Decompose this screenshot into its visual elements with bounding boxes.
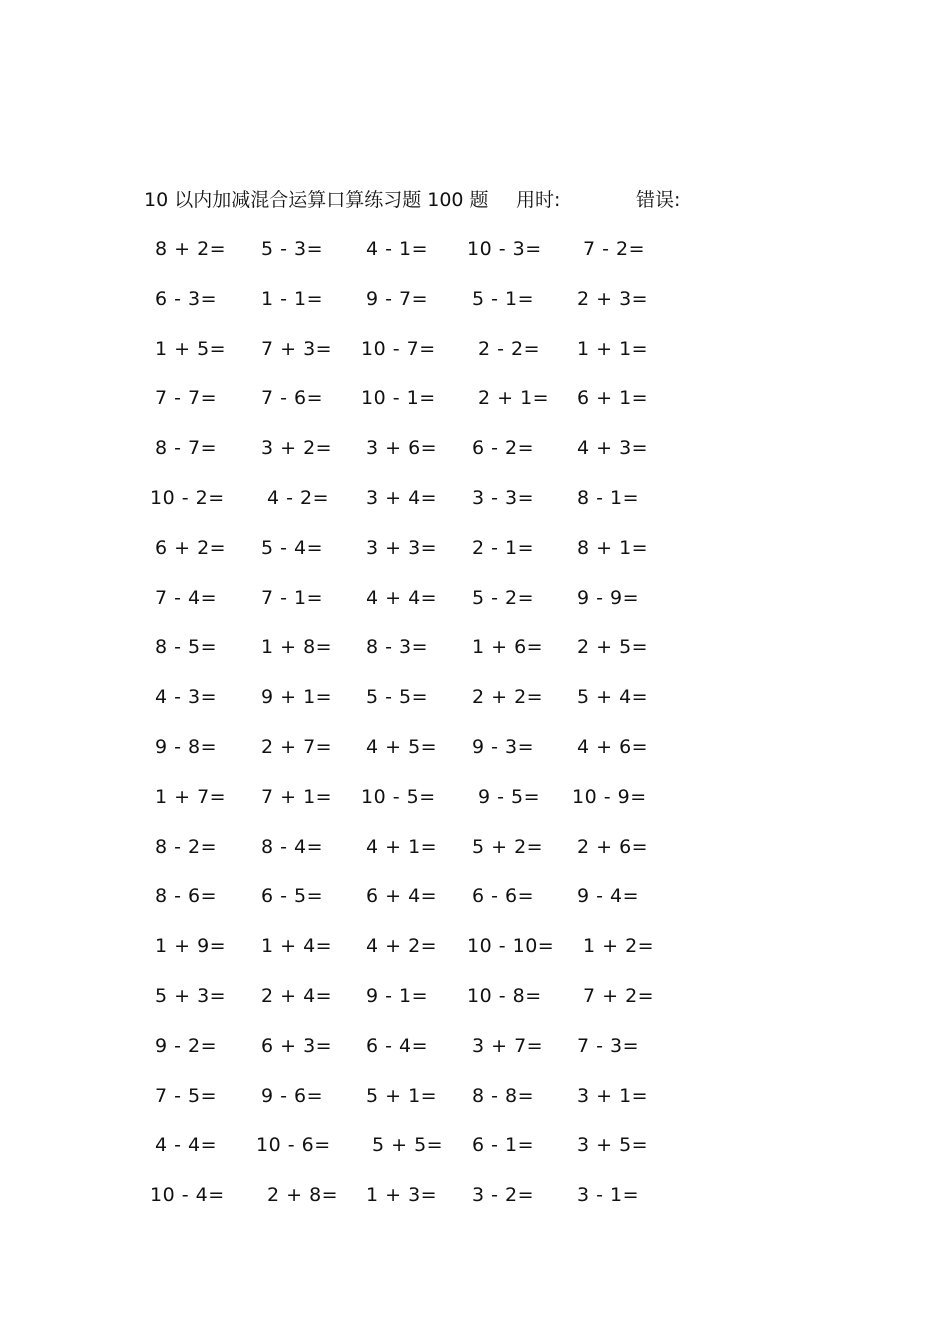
- problem-item: 8 - 5=: [155, 636, 218, 658]
- problem-item: 10 - 6=: [256, 1134, 331, 1156]
- problem-item: 1 - 1=: [261, 288, 324, 310]
- problem-item: 4 + 2=: [366, 935, 438, 957]
- problem-item: 3 - 3=: [472, 487, 535, 509]
- problem-item: 6 - 5=: [261, 885, 324, 907]
- problem-item: 4 + 6=: [577, 736, 649, 758]
- problem-item: 1 + 5=: [155, 338, 227, 360]
- problem-item: 2 + 4=: [261, 985, 333, 1007]
- problem-item: 5 - 1=: [472, 288, 535, 310]
- problem-item: 7 - 6=: [261, 387, 324, 409]
- problem-item: 9 - 8=: [155, 736, 218, 758]
- problem-item: 4 - 2=: [267, 487, 330, 509]
- problem-item: 7 + 2=: [583, 985, 655, 1007]
- errors-label: 错误:: [636, 189, 681, 211]
- problem-item: 10 - 9=: [572, 786, 647, 808]
- problem-item: 8 - 3=: [366, 636, 429, 658]
- problem-item: 8 - 2=: [155, 836, 218, 858]
- problem-item: 3 + 2=: [261, 437, 333, 459]
- problem-item: 5 - 2=: [472, 587, 535, 609]
- problem-item: 1 + 2=: [583, 935, 655, 957]
- problem-item: 1 + 9=: [155, 935, 227, 957]
- problem-item: 3 + 4=: [366, 487, 438, 509]
- problem-item: 2 + 7=: [261, 736, 333, 758]
- problem-item: 9 - 1=: [366, 985, 429, 1007]
- problem-item: 2 + 6=: [577, 836, 649, 858]
- problem-item: 1 + 4=: [261, 935, 333, 957]
- problem-item: 4 + 1=: [366, 836, 438, 858]
- problem-item: 10 - 7=: [361, 338, 436, 360]
- problem-item: 2 + 5=: [577, 636, 649, 658]
- problem-item: 4 + 5=: [366, 736, 438, 758]
- problem-item: 5 - 5=: [366, 686, 429, 708]
- problem-item: 9 - 5=: [478, 786, 541, 808]
- problem-item: 10 - 4=: [150, 1184, 225, 1206]
- problem-item: 3 + 6=: [366, 437, 438, 459]
- problem-item: 8 - 6=: [155, 885, 218, 907]
- problem-item: 3 + 7=: [472, 1035, 544, 1057]
- problem-item: 2 - 1=: [472, 537, 535, 559]
- problem-item: 4 + 4=: [366, 587, 438, 609]
- problem-item: 9 - 9=: [577, 587, 640, 609]
- problem-item: 3 - 1=: [577, 1184, 640, 1206]
- problem-item: 10 - 3=: [467, 238, 542, 260]
- problem-item: 8 - 1=: [577, 487, 640, 509]
- problem-item: 7 - 7=: [155, 387, 218, 409]
- problem-item: 7 - 1=: [261, 587, 324, 609]
- problem-item: 5 + 1=: [366, 1085, 438, 1107]
- problem-item: 6 - 3=: [155, 288, 218, 310]
- problem-item: 5 + 2=: [472, 836, 544, 858]
- problem-item: 6 - 1=: [472, 1134, 535, 1156]
- problem-item: 3 - 2=: [472, 1184, 535, 1206]
- problem-item: 1 + 6=: [472, 636, 544, 658]
- problem-item: 1 + 7=: [155, 786, 227, 808]
- problem-item: 7 - 4=: [155, 587, 218, 609]
- problem-item: 4 - 4=: [155, 1134, 218, 1156]
- problem-item: 6 + 3=: [261, 1035, 333, 1057]
- problem-item: 3 + 1=: [577, 1085, 649, 1107]
- problem-item: 1 + 3=: [366, 1184, 438, 1206]
- problem-item: 6 + 4=: [366, 885, 438, 907]
- problem-item: 7 - 5=: [155, 1085, 218, 1107]
- problem-item: 2 + 8=: [267, 1184, 339, 1206]
- problem-item: 8 - 8=: [472, 1085, 535, 1107]
- problem-item: 10 - 1=: [361, 387, 436, 409]
- problem-item: 9 - 3=: [472, 736, 535, 758]
- problem-item: 2 + 2=: [472, 686, 544, 708]
- problem-item: 9 + 1=: [261, 686, 333, 708]
- problem-item: 3 + 3=: [366, 537, 438, 559]
- problem-item: 8 + 2=: [155, 238, 227, 260]
- problem-item: 1 + 1=: [577, 338, 649, 360]
- problem-item: 6 + 2=: [155, 537, 227, 559]
- problem-item: 5 + 4=: [577, 686, 649, 708]
- problem-item: 2 - 2=: [478, 338, 541, 360]
- problem-item: 7 + 1=: [261, 786, 333, 808]
- problem-item: 5 + 5=: [372, 1134, 444, 1156]
- problem-item: 4 - 1=: [366, 238, 429, 260]
- problem-item: 10 - 2=: [150, 487, 225, 509]
- worksheet-title: 10 以内加减混合运算口算练习题 100 题: [144, 189, 489, 211]
- problem-item: 7 - 3=: [577, 1035, 640, 1057]
- problem-item: 2 + 3=: [577, 288, 649, 310]
- problem-item: 7 + 3=: [261, 338, 333, 360]
- problem-item: 10 - 5=: [361, 786, 436, 808]
- problem-item: 5 - 3=: [261, 238, 324, 260]
- problem-item: 1 + 8=: [261, 636, 333, 658]
- problem-item: 10 - 10=: [467, 935, 555, 957]
- time-label: 用时:: [516, 189, 561, 211]
- problem-item: 6 + 1=: [577, 387, 649, 409]
- problem-item: 7 - 2=: [583, 238, 646, 260]
- problem-item: 9 - 7=: [366, 288, 429, 310]
- problem-item: 9 - 4=: [577, 885, 640, 907]
- problem-item: 10 - 8=: [467, 985, 542, 1007]
- problem-item: 6 - 4=: [366, 1035, 429, 1057]
- problem-item: 4 + 3=: [577, 437, 649, 459]
- problem-item: 8 + 1=: [577, 537, 649, 559]
- problem-item: 8 - 7=: [155, 437, 218, 459]
- problem-item: 6 - 6=: [472, 885, 535, 907]
- problem-item: 5 + 3=: [155, 985, 227, 1007]
- problem-item: 2 + 1=: [478, 387, 550, 409]
- problem-item: 6 - 2=: [472, 437, 535, 459]
- problem-item: 9 - 2=: [155, 1035, 218, 1057]
- problem-item: 9 - 6=: [261, 1085, 324, 1107]
- problem-item: 5 - 4=: [261, 537, 324, 559]
- problem-item: 8 - 4=: [261, 836, 324, 858]
- problem-item: 3 + 5=: [577, 1134, 649, 1156]
- problem-item: 4 - 3=: [155, 686, 218, 708]
